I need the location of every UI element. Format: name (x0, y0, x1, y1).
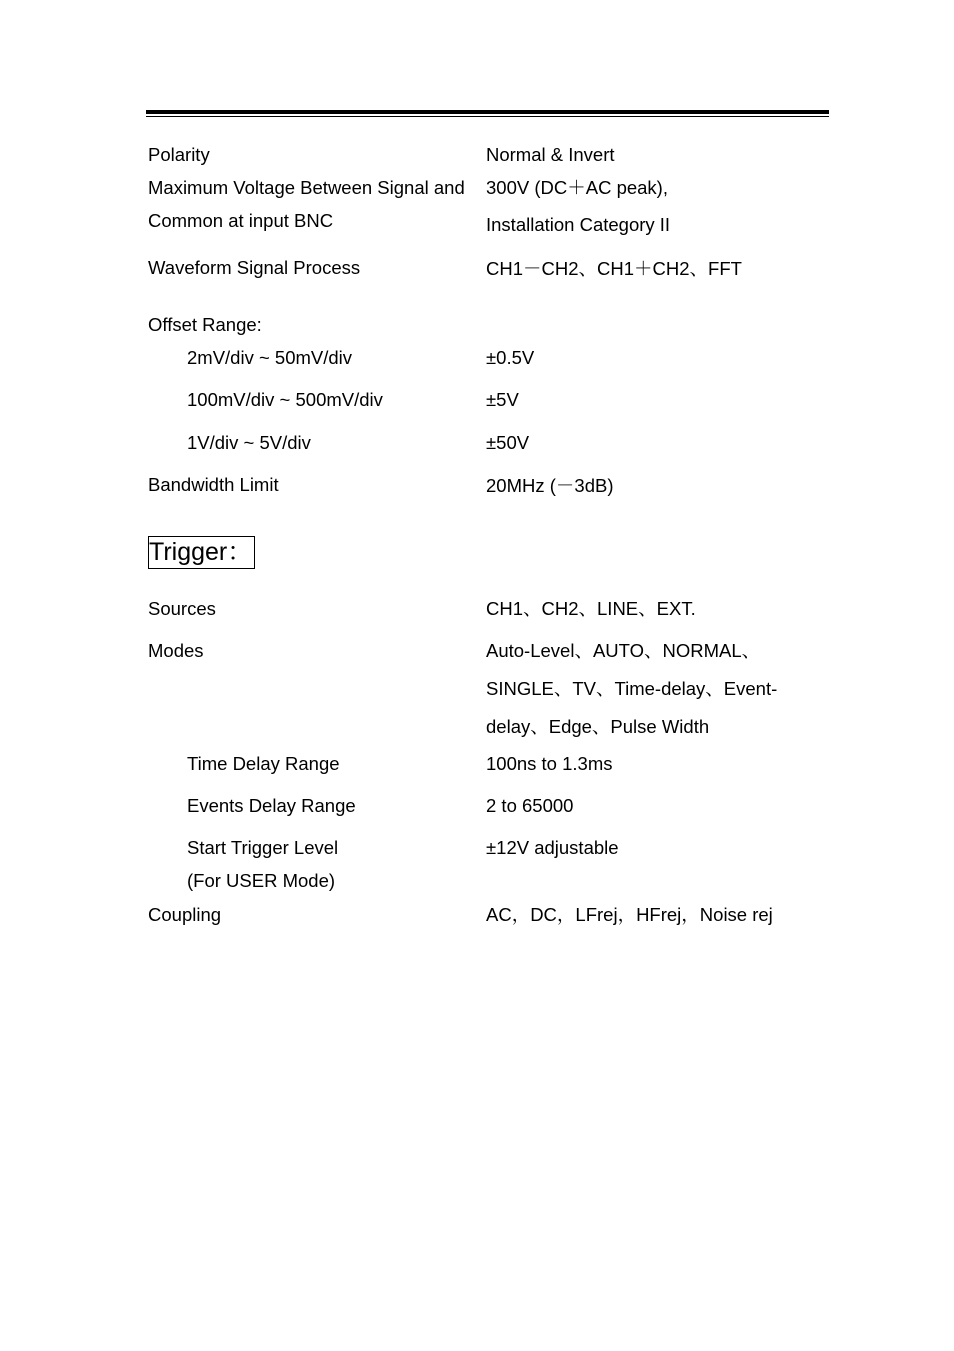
trigger-heading-box (148, 536, 255, 569)
modes-value-line1: Auto-Level、AUTO、NORMAL、 (486, 640, 761, 661)
max-voltage-value-line2: Installation Category II (486, 214, 671, 235)
trigger-heading: Trigger： (149, 538, 253, 566)
modes-label: Modes (148, 640, 204, 661)
polarity-value: Normal & Invert (486, 144, 615, 165)
time-delay-range-label: Time Delay Range (187, 753, 340, 774)
offset-range-2-label: 100mV/div ~ 500mV/div (187, 389, 383, 410)
sources-value: CH1、CH2、LINE、EXT. (486, 598, 696, 619)
offset-range-3-label: 1V/div ~ 5V/div (187, 432, 311, 453)
start-trigger-level-label: Start Trigger Level (187, 837, 339, 858)
offset-range-3-value: ±50V (486, 432, 530, 453)
offset-range-1-value: ±0.5V (486, 347, 535, 368)
offset-range-1-label: 2mV/div ~ 50mV/div (187, 347, 353, 368)
max-voltage-label-line1: Maximum Voltage Between Signal and (148, 177, 465, 198)
modes-value-line2: SINGLE、TV、Time-delay、Event- (486, 678, 778, 699)
waveform-process-value: CH1－CH2、CH1＋CH2、FFT (486, 258, 742, 279)
offset-range-label: Offset Range: (148, 314, 262, 335)
header-rule-thick (146, 110, 829, 114)
waveform-process-label: Waveform Signal Process (148, 257, 361, 278)
time-delay-range-value: 100ns to 1.3ms (486, 753, 613, 774)
max-voltage-value-line1: 300V (DC＋AC peak), (486, 177, 668, 198)
bandwidth-limit-label: Bandwidth Limit (148, 474, 279, 495)
coupling-value: AC，DC，LFrej，HFrej，Noise rej (486, 904, 773, 925)
user-mode-note: (For USER Mode) (187, 870, 336, 891)
coupling-label: Coupling (148, 904, 222, 925)
events-delay-range-label: Events Delay Range (187, 795, 356, 816)
sources-label: Sources (148, 598, 216, 619)
max-voltage-label-line2: Common at input BNC (148, 210, 334, 231)
polarity-label: Polarity (148, 144, 210, 165)
bandwidth-limit-value: 20MHz (－3dB) (486, 475, 614, 496)
modes-value-line3: delay、Edge、Pulse Width (486, 716, 710, 737)
start-trigger-level-value: ±12V adjustable (486, 837, 619, 858)
header-rule-thin (146, 116, 829, 117)
offset-range-2-value: ±5V (486, 389, 519, 410)
events-delay-range-value: 2 to 65000 (486, 795, 574, 816)
